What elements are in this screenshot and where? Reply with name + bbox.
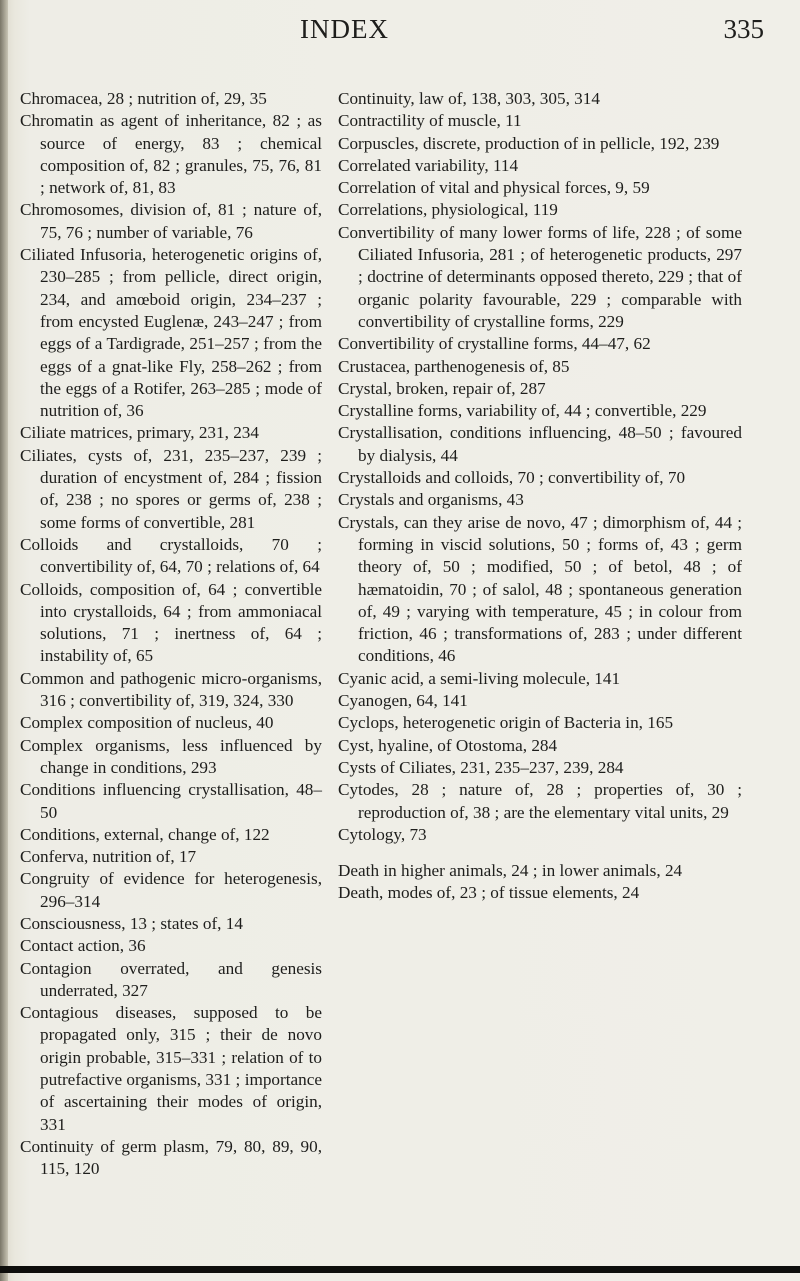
index-column-left — [20, 88, 322, 1181]
index-entry: Crystalline forms, variability of, 44 ; convertible, 229 — [338, 401, 707, 421]
index-entry: Common and pathogenic micro-organisms, 316 ; convertibility of, 319, 324, 330 — [20, 668, 322, 711]
index-entry: Continuity, law of, 138, 303, 305, 314 — [338, 89, 600, 108]
index-entry: Contagion overrated, and genesis underrated, 327 — [20, 958, 322, 1000]
index-entry: Crustacea, parthenogenesis of, 85 — [338, 356, 570, 376]
index-entry: Crystalloids and colloids, 70 ; convertibility of, 70 — [338, 468, 686, 488]
index-entry: Conditions influencing crystallisation, 48–50 — [20, 780, 322, 822]
index-entry: Conditions, external, change of, 122 — [20, 824, 270, 844]
index-entry: Correlated variability, 114 — [338, 155, 519, 175]
index-entry: Crystallisation, conditions influencing, 48–50 ; favoured by dialysis, 44 — [338, 423, 742, 465]
page-title: INDEX — [300, 14, 389, 44]
index-entry: Colloids, composition of, 64 ; convertible into crystalloids, 64 ; from ammoniacal solutions, 71 ; inertness of, 64 ; instability of, 65 — [20, 579, 322, 666]
index-entry: Death, modes of, 23 ; of tissue elements, 24 — [338, 883, 640, 903]
index-entry: Cyanogen, 64, 141 — [338, 691, 468, 711]
index-entry: Cyst, hyaline, of Otostoma, 284 — [338, 735, 558, 755]
index-entry: Complex composition of nucleus, 40 — [20, 713, 274, 733]
index-entry: Contractility of muscle, 11 — [338, 111, 522, 131]
index-entry: Ciliated Infusoria, heterogenetic origins of, 230–285 ; from pellicle, direct origin, 234, and amœboid origin, 234–237 ; from encysted Euglenæ, 243–247 ; from eggs of a Tardigrade, 251–257 ; from the eggs of a gnat-like Fly, 258–262 ; from the eggs of a Rotifer, 263–285 ; mode of nutrition of, 36 — [20, 245, 322, 421]
page-header — [0, 12, 800, 52]
index-entry: Corpuscles, discrete, production of in pellicle, 192, 239 — [338, 133, 720, 153]
index-entry: Correlation of vital and physical forces, 9, 59 — [338, 178, 650, 198]
index-entry: Congruity of evidence for heterogenesis, 296–314 — [20, 869, 322, 911]
index-entry: Cyclops, heterogenetic origin of Bacteria in, 165 — [338, 713, 674, 733]
index-entry: Cysts of Ciliates, 231, 235–237, 239, 284 — [338, 757, 624, 777]
index-entry: Ciliate matrices, primary, 231, 234 — [20, 423, 259, 443]
index-column-right — [338, 88, 742, 905]
index-entry: Convertibility of many lower forms of life, 228 ; of some Ciliated Infusoria, 281 ; of heterogenetic products, 297 ; doctrine of determinants opposed thereto, 229 ; that of organic polarity favourable, 229 ; comparable with convertibility of crystalline forms, 229 — [338, 222, 742, 331]
index-entry: Complex organisms, less influenced by change in conditions, 293 — [20, 735, 322, 777]
index-entry: Conferva, nutrition of, 17 — [20, 847, 197, 867]
index-entry: Crystals, can they arise de novo, 47 ; dimorphism of, 44 ; forming in viscid solutions, 50 ; forms of, 43 ; germ theory of, 50 ; modified, 50 ; of betol, 48 ; of hæmatoidin, 70 ; of salol, 48 ; spontaneous generation of, 49 ; varying with temperature, 45 ; in colour from friction, 46 ; transformations of, 283 ; under different conditions, 46 — [338, 512, 742, 666]
index-entry: Colloids and crystalloids, 70 ; convertibility of, 64, 70 ; relations of, 64 — [20, 534, 322, 577]
index-entry: Consciousness, 13 ; states of, 14 — [20, 913, 243, 933]
index-entry: Chromacea, 28 ; nutrition of, 29, 35 — [20, 89, 267, 108]
index-entry: Contagious diseases, supposed to be propagated only, 315 ; their de novo origin probable, 315–331 ; relation of to putrefactive organisms, 331 ; importance of ascertaining their modes of origin, 331 — [20, 1003, 322, 1134]
index-entry: Chromosomes, division of, 81 ; nature of, 75, 76 ; number of variable, 76 — [20, 200, 322, 242]
page-number: 335 — [723, 14, 764, 44]
index-entry: Contact action, 36 — [20, 936, 146, 956]
index-entry: Ciliates, cysts of, 231, 235–237, 239 ; duration of encystment of, 284 ; fission of, 238 ; no spores or germs of, 238 ; some forms of convertible, 281 — [20, 445, 322, 532]
index-entry: Continuity of germ plasm, 79, 80, 89, 90, 115, 120 — [20, 1136, 322, 1179]
bottom-scan-edge — [0, 1266, 800, 1273]
index-entry: Death in higher animals, 24 ; in lower animals, 24 — [338, 861, 683, 881]
index-entry: Cyanic acid, a semi-living molecule, 141 — [338, 668, 621, 688]
index-entry: Correlations, physiological, 119 — [338, 200, 558, 220]
index-entry: Cytodes, 28 ; nature of, 28 ; properties of, 30 ; reproduction of, 38 ; are the elementary vital units, 29 — [338, 780, 742, 822]
index-entry: Crystal, broken, repair of, 287 — [338, 378, 546, 398]
index-entry: Cytology, 73 — [338, 824, 427, 844]
index-entry: Chromatin as agent of inheritance, 82 ; as source of energy, 83 ; chemical composition of, 82 ; granules, 75, 76, 81 ; network of, 81, 83 — [20, 111, 322, 198]
index-entry: Convertibility of crystalline forms, 44–47, 62 — [338, 334, 651, 354]
index-entry: Crystals and organisms, 43 — [338, 490, 524, 510]
page-gutter-shadow — [0, 0, 8, 1281]
